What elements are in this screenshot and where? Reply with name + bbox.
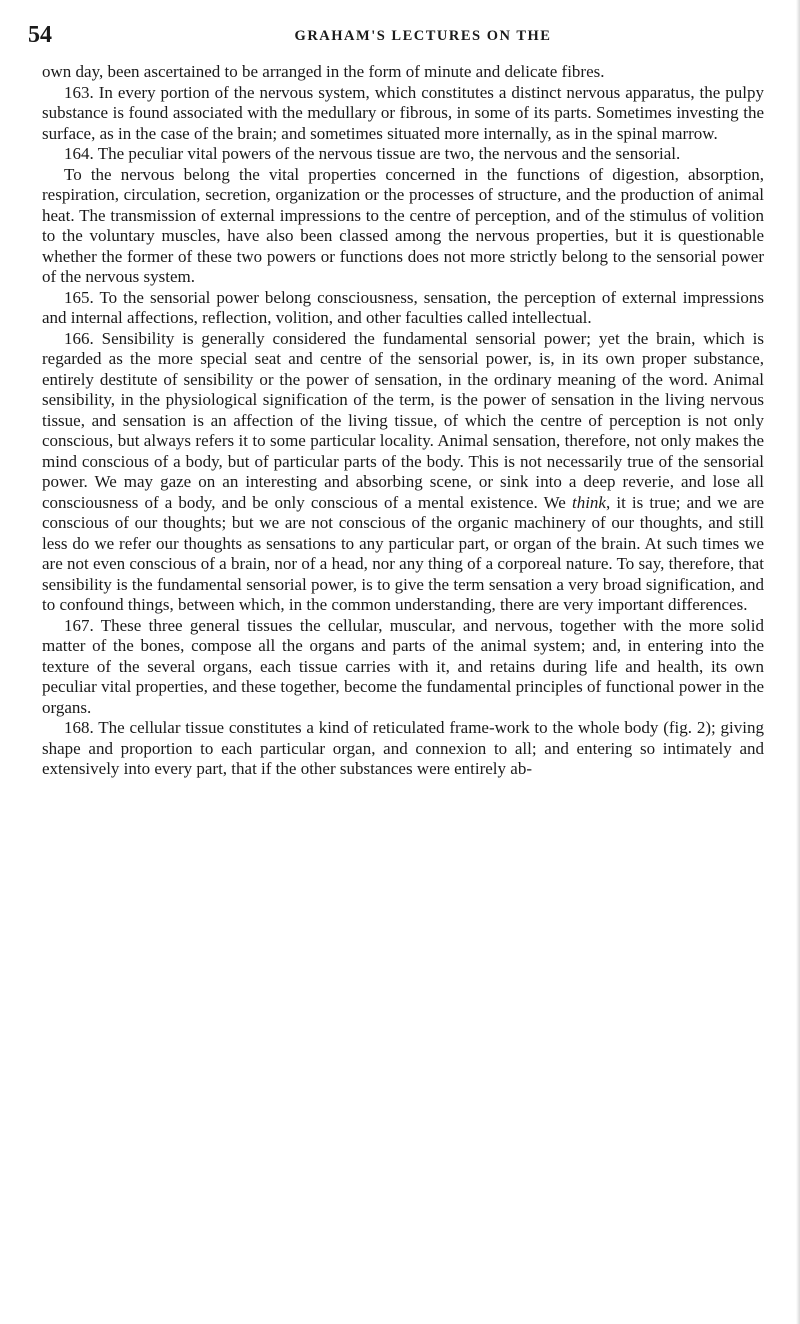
- page-number: 54: [28, 22, 52, 48]
- paragraph-166-main: 166. Sensibility is generally considered the fundamental sensorial power; yet the brain, which is regarded as the more special seat and centre of the sensorial power, is, in its own proper substance, entirely destitute of sensibility or the power of sensation, in the ordinary meaning of the word. Animal sensibility, in the physiological signification of the term, is the power of sensation in the living nervous tissue, and sensation is an affection of the living tissue, of which the centre of perception is not only conscious, but always refers it to some particular locality. Animal sensation, therefore, not only makes the mind conscious of a body, but of particular parts of the body. This is not necessarily true of the sensorial power. We may gaze on an interesting and absorbing scene, or sink into a deep reverie, and lose all consciousness of a body, and be only conscious of a mental existence.: [42, 328, 764, 512]
- paragraph-164: 164. The peculiar vital powers of the nervous tissue are two, the nervous and the sensorial.: [64, 144, 681, 163]
- running-head: GRAHAM'S LECTURES ON THE: [294, 28, 552, 44]
- page-header: [28, 22, 768, 52]
- italic-word-think: think: [571, 492, 606, 512]
- italic-passage-before: We: [543, 492, 572, 512]
- paragraph-165: 165. To the sensorial power belong consciousness, sensation, the perception of external impressions and internal affections, reflection, volition, and other faculties called intellectual.: [42, 287, 764, 327]
- page-edge-shadow: [796, 0, 800, 1324]
- italic-passage-after: , it is true; and we are conscious of our thoughts; but we are not conscious of the organic machinery of our thoughts, and still less do we refer our thoughts as sensations to any particular part, or organ of the brain. At such times we are not even conscious of a brain, nor of a head, nor any thing of a corporeal nature. To say, therefore, that sensibility is the fundamental sensorial power, is to give the term sensation a very broad signification, and to confound things, between which, in the common understanding, there are very important differences.: [42, 492, 765, 614]
- paragraph-167: 167. These three general tissues the cellular, muscular, and nervous, together with the more solid matter of the bones, compose all the organs and parts of the animal system; and, in entering into the texture of the several organs, each tissue carries with it, and retains during life and health, its own peculiar vital properties, and these together, become the fundamental principles of functional power in the organs.: [42, 615, 764, 717]
- body-text: [42, 62, 764, 780]
- paragraph-168: 168. The cellular tissue constitutes a kind of reticulated frame-work to the whole body (fig. 2); giving shape and proportion to each particular organ, and connexion to all; and entering so intimately and extensively into every part, that if the other substances were entirely ab-: [42, 718, 764, 778]
- paragraph-166: [42, 329, 764, 616]
- paragraph-nervous-properties: To the nervous belong the vital properties concerned in the functions of digestion, absorption, respiration, circulation, secretion, organization or the processes of structure, and the production of animal heat. The transmission of external impressions to the centre of perception, and of the stimulus of volition to the voluntary muscles, have also been classed among the nervous properties, but it is questionable whether the former of these two powers or functions does not more strictly belong to the sensorial power of the nervous system.: [42, 164, 764, 286]
- paragraph-continuation: own day, been ascertained to be arranged in the form of minute and delicate fibres.: [42, 62, 605, 81]
- paragraph-163: 163. In every portion of the nervous system, which constitutes a distinct nervous apparatus, the pulpy substance is found associated with the medullary or fibrous, in some of its parts. Sometimes investing the surface, as in the case of the brain; and sometimes situated more internally, as in the spinal marrow.: [42, 82, 764, 143]
